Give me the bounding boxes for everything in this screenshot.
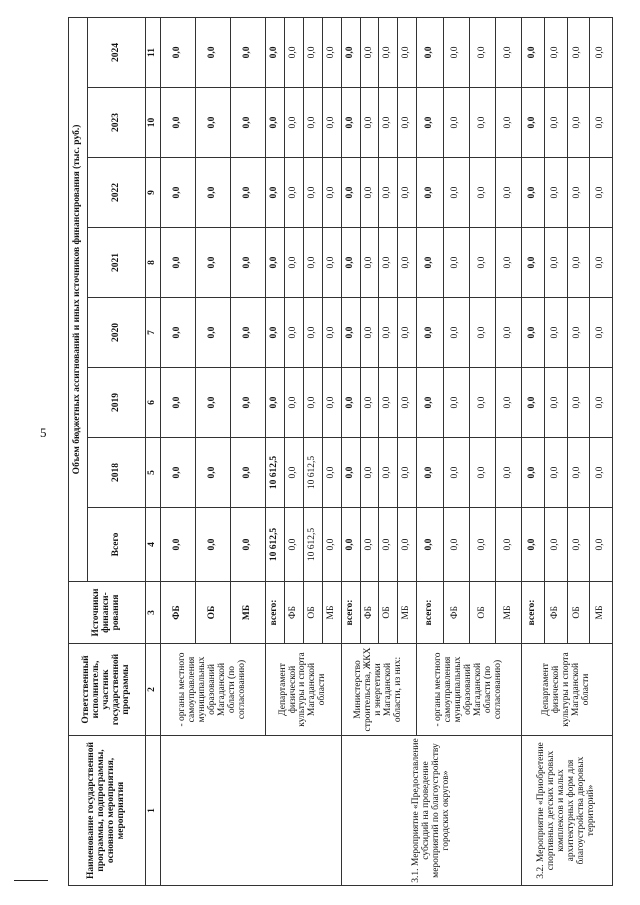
value-cell: 0,0 [417,508,443,582]
value-cell: 0,0 [341,17,360,87]
value-cell: 0,0 [322,88,341,158]
value-cell: 0,0 [417,17,443,87]
value-cell: 0,0 [398,88,417,158]
value-cell: 0,0 [545,368,568,438]
value-cell: 0,0 [379,368,398,438]
value-cell: 0,0 [379,88,398,158]
value-cell: 0,0 [379,17,398,87]
column-index: 11 [146,17,161,87]
source-cell: МБ [496,582,522,644]
header-year: 2023 [88,88,146,158]
source-cell: ОБ [303,582,322,644]
value-cell: 0,0 [417,158,443,228]
value-cell: 0,0 [545,88,568,158]
source-cell: ФБ [360,582,379,644]
source-cell: ФБ [161,582,196,644]
executor-cell: Департамент физической культуры и спорта Магаданской области [522,644,613,736]
source-cell: всего: [417,582,443,644]
value-cell: 0,0 [322,508,341,582]
value-cell: 0,0 [590,438,613,508]
value-cell: 0,0 [398,158,417,228]
measure-title: 3.2. Мероприятие «Приобретение спортивных детских игровых комплексов и малых архитектурных форм для благоустройства дворовых территорий» [522,736,613,886]
value-cell: 0,0 [522,438,545,508]
column-index: 9 [146,158,161,228]
value-cell: 0,0 [496,508,522,582]
header-executor: Ответственный исполнитель, участник государственной программы [69,644,146,736]
value-cell: 0,0 [360,298,379,368]
value-cell: 0,0 [322,17,341,87]
value-cell: 0,0 [567,158,590,228]
value-cell: 0,0 [231,228,266,298]
value-cell: 0,0 [496,368,522,438]
rotated-page [68,18,613,886]
value-cell: 0,0 [545,228,568,298]
value-cell: 0,0 [303,88,322,158]
value-cell: 0,0 [360,368,379,438]
value-cell: 0,0 [469,438,495,508]
value-cell: 0,0 [266,158,285,228]
executor-cell: - органы местного самоуправления муниципальных образований Магаданской области (по согласованию) [417,644,522,736]
value-cell: 0,0 [360,438,379,508]
executor-cell: - органы местного самоуправления муниципальных образований Магаданской области (по согласованию) [161,644,266,736]
value-cell: 0,0 [496,158,522,228]
value-cell: 0,0 [398,298,417,368]
value-cell: 0,0 [341,508,360,582]
value-cell: 0,0 [443,158,469,228]
value-cell: 0,0 [285,158,304,228]
value-cell: 0,0 [469,298,495,368]
value-cell: 0,0 [496,17,522,87]
value-cell: 0,0 [231,88,266,158]
value-cell: 0,0 [545,298,568,368]
value-cell: 0,0 [496,88,522,158]
value-cell: 0,0 [469,228,495,298]
value-cell: 0,0 [417,228,443,298]
value-cell: 0,0 [522,298,545,368]
value-cell: 0,0 [443,228,469,298]
source-cell: ФБ [285,582,304,644]
value-cell: 0,0 [567,228,590,298]
value-cell: 0,0 [231,508,266,582]
value-cell: 0,0 [303,158,322,228]
source-cell: ФБ [443,582,469,644]
value-cell: 0,0 [590,508,613,582]
value-cell: 0,0 [469,88,495,158]
value-cell: 0,0 [443,438,469,508]
value-cell: 0,0 [341,368,360,438]
header-program-name: Наименование государственной программы, подпрограммы, основного мероприятия, мероприятия [69,736,146,886]
value-cell: 0,0 [379,158,398,228]
value-cell: 0,0 [522,508,545,582]
measure-title [161,736,342,886]
column-index: 6 [146,368,161,438]
header-year: Всего [88,508,146,582]
value-cell: 0,0 [360,508,379,582]
value-cell: 0,0 [567,368,590,438]
source-cell: всего: [522,582,545,644]
value-cell: 0,0 [161,158,196,228]
value-cell: 0,0 [590,88,613,158]
value-cell: 0,0 [266,228,285,298]
financing-table-wrapper [68,18,613,886]
value-cell: 0,0 [469,158,495,228]
column-index: 8 [146,228,161,298]
value-cell: 10 612,5 [266,508,285,582]
value-cell: 0,0 [161,298,196,368]
value-cell: 0,0 [231,17,266,87]
value-cell: 0,0 [417,368,443,438]
column-index: 1 [146,736,161,886]
value-cell: 0,0 [196,438,231,508]
value-cell: 0,0 [443,508,469,582]
source-cell: МБ [398,582,417,644]
value-cell: 0,0 [590,17,613,87]
value-cell: 0,0 [443,298,469,368]
value-cell: 0,0 [398,228,417,298]
table-row [161,17,196,885]
value-cell: 0,0 [545,508,568,582]
header-year: 2019 [88,368,146,438]
value-cell: 0,0 [196,88,231,158]
source-cell: МБ [590,582,613,644]
header-year: 2018 [88,438,146,508]
header-sources: Источники финанси-рования [69,582,146,644]
value-cell: 0,0 [545,17,568,87]
column-index: 4 [146,508,161,582]
value-cell: 0,0 [522,158,545,228]
value-cell: 0,0 [322,298,341,368]
value-cell: 10 612,5 [303,438,322,508]
value-cell: 0,0 [322,228,341,298]
value-cell: 0,0 [496,298,522,368]
footer-rule [14,880,48,881]
value-cell: 0,0 [341,88,360,158]
value-cell: 0,0 [196,158,231,228]
value-cell: 0,0 [285,88,304,158]
value-cell: 0,0 [196,228,231,298]
value-cell: 0,0 [303,368,322,438]
value-cell: 0,0 [303,298,322,368]
value-cell: 0,0 [443,88,469,158]
value-cell: 0,0 [496,228,522,298]
value-cell: 0,0 [360,228,379,298]
source-cell: ФБ [545,582,568,644]
value-cell: 0,0 [545,158,568,228]
source-cell: всего: [341,582,360,644]
value-cell: 0,0 [285,228,304,298]
value-cell: 0,0 [379,298,398,368]
source-cell: МБ [322,582,341,644]
value-cell: 0,0 [398,17,417,87]
value-cell: 0,0 [196,17,231,87]
value-cell: 0,0 [522,88,545,158]
value-cell: 0,0 [379,508,398,582]
value-cell: 0,0 [196,508,231,582]
header-year: 2021 [88,228,146,298]
value-cell: 0,0 [322,368,341,438]
value-cell: 0,0 [161,508,196,582]
header-financing-group: Объем бюджетных ассигнований и иных источников финансирования (тыс. руб.) [69,17,88,581]
value-cell: 0,0 [266,368,285,438]
source-cell: всего: [266,582,285,644]
column-index: 2 [146,644,161,736]
value-cell: 0,0 [266,17,285,87]
executor-cell: Департамент физической культуры и спорта Магаданской области [266,644,342,736]
column-index: 3 [146,582,161,644]
value-cell: 0,0 [398,508,417,582]
value-cell: 0,0 [266,298,285,368]
value-cell: 0,0 [379,438,398,508]
value-cell: 0,0 [231,158,266,228]
value-cell: 0,0 [360,17,379,87]
source-cell: ОБ [379,582,398,644]
value-cell: 0,0 [567,88,590,158]
value-cell: 0,0 [379,228,398,298]
value-cell: 0,0 [303,17,322,87]
table-row [522,17,545,885]
value-cell: 0,0 [231,298,266,368]
page-number: 5 [40,425,47,440]
value-cell: 0,0 [417,298,443,368]
value-cell: 0,0 [161,438,196,508]
value-cell: 0,0 [567,438,590,508]
value-cell: 0,0 [398,368,417,438]
value-cell: 0,0 [285,438,304,508]
value-cell: 0,0 [590,298,613,368]
value-cell: 0,0 [161,88,196,158]
value-cell: 0,0 [590,158,613,228]
value-cell: 0,0 [469,368,495,438]
header-year: 2024 [88,17,146,87]
column-index: 10 [146,88,161,158]
value-cell: 0,0 [590,228,613,298]
value-cell: 0,0 [522,368,545,438]
value-cell: 0,0 [196,368,231,438]
value-cell: 0,0 [231,368,266,438]
value-cell: 0,0 [567,298,590,368]
value-cell: 0,0 [303,228,322,298]
financing-table [68,17,613,886]
value-cell: 0,0 [496,438,522,508]
header-year: 2022 [88,158,146,228]
value-cell: 0,0 [285,508,304,582]
value-cell: 0,0 [231,438,266,508]
source-cell: ОБ [196,582,231,644]
value-cell: 0,0 [322,158,341,228]
value-cell: 0,0 [443,17,469,87]
value-cell: 0,0 [285,17,304,87]
value-cell: 0,0 [469,17,495,87]
value-cell: 0,0 [266,88,285,158]
value-cell: 0,0 [360,88,379,158]
source-cell: МБ [231,582,266,644]
value-cell: 0,0 [285,298,304,368]
value-cell: 0,0 [322,438,341,508]
value-cell: 0,0 [567,17,590,87]
value-cell: 0,0 [341,298,360,368]
measure-title: 3.1. Мероприятие «Предоставление субсидий на проведение мероприятий по благоустройству городских округов» [341,736,522,886]
header-year: 2020 [88,298,146,368]
executor-cell: Министерство строительства, ЖКХ и энергетики Магаданской области, из них: [341,644,417,736]
value-cell: 0,0 [161,17,196,87]
column-index: 7 [146,298,161,368]
value-cell: 0,0 [545,438,568,508]
value-cell: 0,0 [522,17,545,87]
value-cell: 0,0 [196,298,231,368]
source-cell: ОБ [469,582,495,644]
table-row [341,17,360,885]
value-cell: 0,0 [567,508,590,582]
value-cell: 0,0 [285,368,304,438]
column-index: 5 [146,438,161,508]
value-cell: 0,0 [590,368,613,438]
value-cell: 10 612,5 [266,438,285,508]
value-cell: 0,0 [469,508,495,582]
value-cell: 0,0 [341,158,360,228]
source-cell: ОБ [567,582,590,644]
value-cell: 0,0 [443,368,469,438]
value-cell: 10 612,5 [303,508,322,582]
value-cell: 0,0 [161,368,196,438]
value-cell: 0,0 [341,228,360,298]
value-cell: 0,0 [341,438,360,508]
value-cell: 0,0 [398,438,417,508]
value-cell: 0,0 [417,88,443,158]
value-cell: 0,0 [417,438,443,508]
value-cell: 0,0 [161,228,196,298]
value-cell: 0,0 [522,228,545,298]
value-cell: 0,0 [360,158,379,228]
